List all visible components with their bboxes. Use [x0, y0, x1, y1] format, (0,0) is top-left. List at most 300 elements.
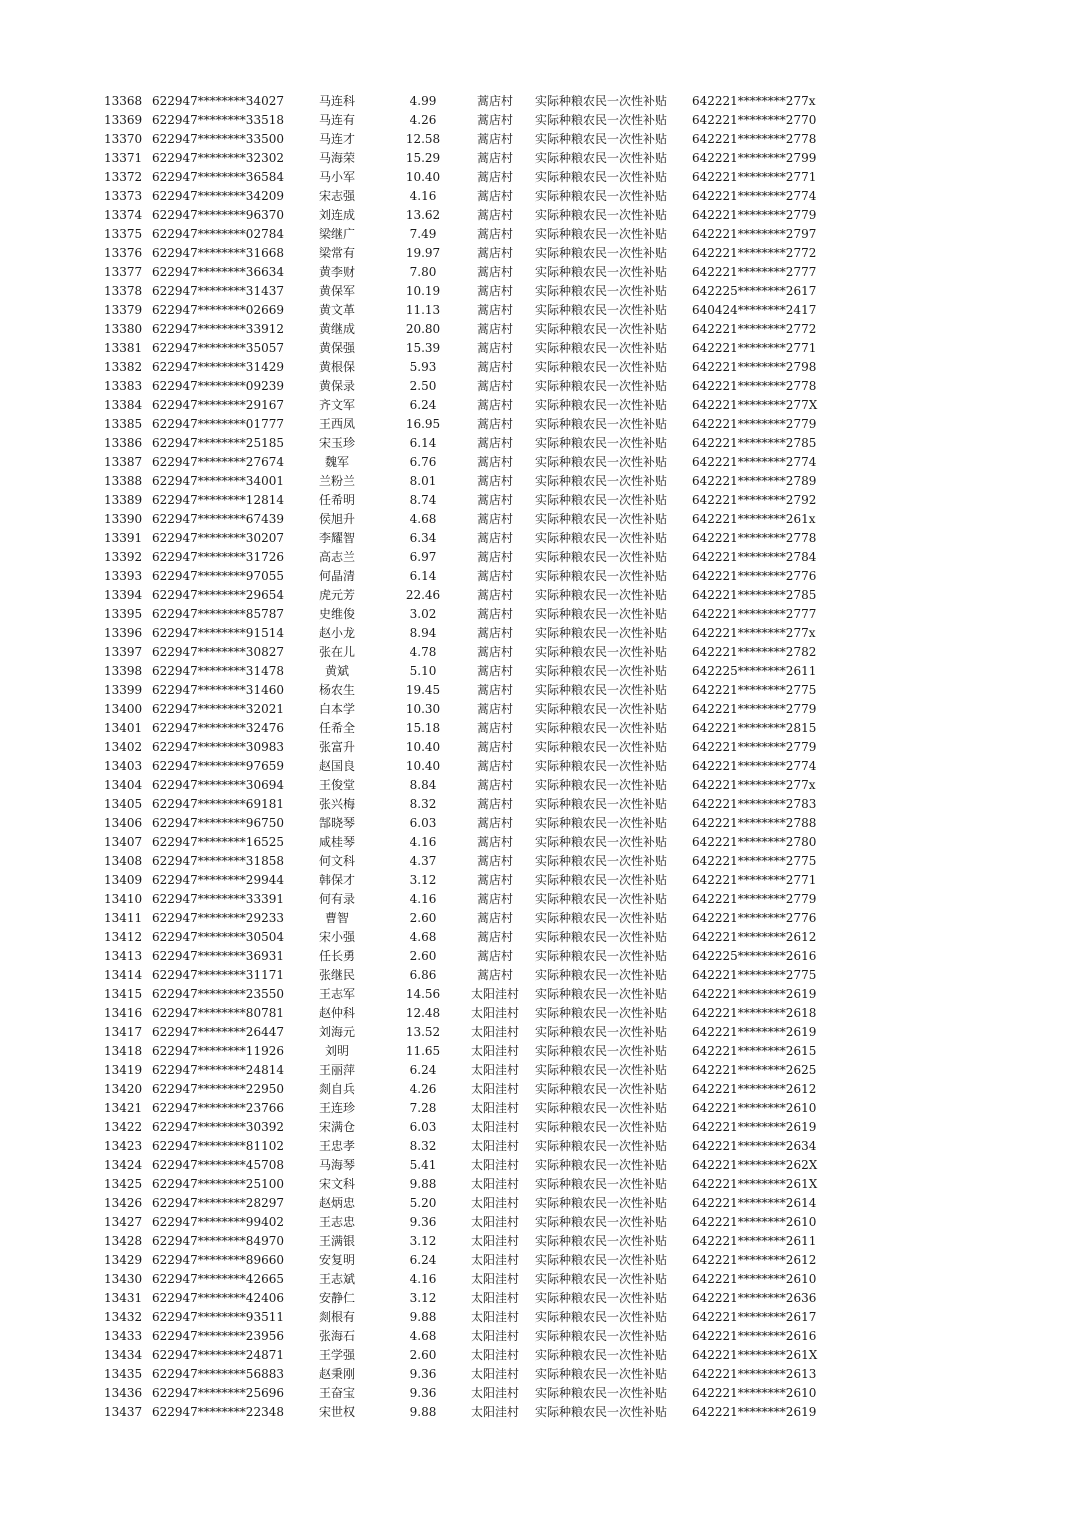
- row-number-cell: 13379: [104, 303, 143, 317]
- farmer-name-cell: 马小军: [318, 170, 355, 184]
- area-cell: 7.49: [409, 227, 437, 241]
- subsidy-type-cell: 实际种粮农民一次性补贴: [535, 797, 668, 811]
- account-number-cell: 622947********29654: [152, 588, 284, 602]
- village-cell: 蒿店村: [476, 816, 513, 830]
- farmer-name-cell: 王俊堂: [318, 778, 355, 792]
- area-cell: 22.46: [405, 588, 441, 602]
- account-number-cell: 622947********33518: [152, 113, 284, 127]
- table-row: [0, 1251, 1074, 1270]
- id-number-cell: 642221********261x: [692, 512, 816, 526]
- farmer-name-cell: 黄斌: [324, 664, 349, 678]
- farmer-name-cell: 张在儿: [318, 645, 355, 659]
- id-number-cell: 642221********262X: [692, 1158, 818, 1172]
- account-number-cell: 622947********31668: [152, 246, 284, 260]
- subsidy-type-cell: 实际种粮农民一次性补贴: [535, 227, 668, 241]
- subsidy-type-cell: 实际种粮农民一次性补贴: [535, 1196, 668, 1210]
- row-number-cell: 13416: [104, 1006, 143, 1020]
- row-number-cell: 13371: [104, 151, 143, 165]
- subsidy-type-cell: 实际种粮农民一次性补贴: [535, 968, 668, 982]
- village-cell: 蒿店村: [476, 645, 513, 659]
- area-cell: 14.56: [405, 987, 441, 1001]
- id-number-cell: 642221********2771: [692, 873, 817, 887]
- table-row: [0, 1270, 1074, 1289]
- village-cell: 蒿店村: [476, 569, 513, 583]
- village-cell: 太阳洼村: [470, 1348, 519, 1362]
- id-number-cell: 642221********261X: [692, 1177, 818, 1191]
- area-cell: 7.80: [409, 265, 437, 279]
- row-number-cell: 13386: [104, 436, 143, 450]
- area-cell: 6.03: [409, 1120, 437, 1134]
- village-cell: 蒿店村: [476, 398, 513, 412]
- row-number-cell: 13389: [104, 493, 143, 507]
- table-row: [0, 187, 1074, 206]
- table-row: [0, 301, 1074, 320]
- table-row: [0, 1118, 1074, 1137]
- subsidy-type-cell: 实际种粮农民一次性补贴: [535, 1253, 668, 1267]
- row-number-cell: 13377: [104, 265, 143, 279]
- subsidy-type-cell: 实际种粮农民一次性补贴: [535, 474, 668, 488]
- id-number-cell: 642221********2780: [692, 835, 817, 849]
- row-number-cell: 13400: [104, 702, 143, 716]
- farmer-name-cell: 赵仲科: [318, 1006, 355, 1020]
- account-number-cell: 622947********84970: [152, 1234, 284, 1248]
- village-cell: 太阳洼村: [470, 1177, 519, 1191]
- id-number-cell: 642221********2779: [692, 740, 817, 754]
- account-number-cell: 622947********16525: [152, 835, 284, 849]
- row-number-cell: 13388: [104, 474, 143, 488]
- account-number-cell: 622947********33391: [152, 892, 284, 906]
- table-row: [0, 1023, 1074, 1042]
- account-number-cell: 622947********34027: [152, 94, 284, 108]
- table-row: [0, 852, 1074, 871]
- row-number-cell: 13412: [104, 930, 143, 944]
- area-cell: 6.14: [409, 569, 437, 583]
- id-number-cell: 642221********2799: [692, 151, 817, 165]
- id-number-cell: 640424********2417: [692, 303, 817, 317]
- area-cell: 9.88: [409, 1405, 437, 1419]
- farmer-name-cell: 刘海元: [318, 1025, 355, 1039]
- subsidy-type-cell: 实际种粮农民一次性补贴: [535, 341, 668, 355]
- row-number-cell: 13370: [104, 132, 143, 146]
- village-cell: 太阳洼村: [470, 1196, 519, 1210]
- area-cell: 20.80: [405, 322, 441, 336]
- subsidy-type-cell: 实际种粮农民一次性补贴: [535, 740, 668, 754]
- id-number-cell: 642221********2619: [692, 1405, 817, 1419]
- account-number-cell: 622947********31478: [152, 664, 284, 678]
- id-number-cell: 642225********2611: [692, 664, 817, 678]
- subsidy-type-cell: 实际种粮农民一次性补贴: [535, 1272, 668, 1286]
- area-cell: 8.01: [409, 474, 437, 488]
- village-cell: 蒿店村: [476, 151, 513, 165]
- id-number-cell: 642221********277x: [692, 778, 816, 792]
- area-cell: 5.41: [409, 1158, 437, 1172]
- area-cell: 8.32: [409, 797, 437, 811]
- subsidy-type-cell: 实际种粮农民一次性补贴: [535, 322, 668, 336]
- account-number-cell: 622947********96750: [152, 816, 284, 830]
- village-cell: 太阳洼村: [470, 1253, 519, 1267]
- village-cell: 太阳洼村: [470, 1101, 519, 1115]
- area-cell: 13.62: [405, 208, 441, 222]
- subsidy-type-cell: 实际种粮农民一次性补贴: [535, 113, 668, 127]
- row-number-cell: 13437: [104, 1405, 143, 1419]
- village-cell: 蒿店村: [476, 588, 513, 602]
- subsidy-type-cell: 实际种粮农民一次性补贴: [535, 550, 668, 564]
- row-number-cell: 13404: [104, 778, 143, 792]
- table-row: [0, 1308, 1074, 1327]
- table-row: [0, 1099, 1074, 1118]
- table-row: [0, 1384, 1074, 1403]
- account-number-cell: 622947********23550: [152, 987, 284, 1001]
- village-cell: 太阳洼村: [470, 1006, 519, 1020]
- id-number-cell: 642221********2777: [692, 265, 817, 279]
- subsidy-type-cell: 实际种粮农民一次性补贴: [535, 1367, 668, 1381]
- account-number-cell: 622947********96370: [152, 208, 284, 222]
- id-number-cell: 642221********2779: [692, 417, 817, 431]
- subsidy-type-cell: 实际种粮农民一次性补贴: [535, 417, 668, 431]
- subsidy-type-cell: 实际种粮农民一次性补贴: [535, 1234, 668, 1248]
- table-row: [0, 510, 1074, 529]
- subsidy-type-cell: 实际种粮农民一次性补贴: [535, 1329, 668, 1343]
- account-number-cell: 622947********85787: [152, 607, 284, 621]
- table-row: [0, 548, 1074, 567]
- subsidy-type-cell: 实际种粮农民一次性补贴: [535, 1101, 668, 1115]
- account-number-cell: 622947********09239: [152, 379, 284, 393]
- account-number-cell: 622947********31858: [152, 854, 284, 868]
- account-number-cell: 622947********93511: [152, 1310, 284, 1324]
- area-cell: 12.48: [405, 1006, 441, 1020]
- table-row: [0, 586, 1074, 605]
- row-number-cell: 13384: [104, 398, 143, 412]
- village-cell: 蒿店村: [476, 132, 513, 146]
- table-row: [0, 1156, 1074, 1175]
- table-row: [0, 947, 1074, 966]
- table-row: [0, 757, 1074, 776]
- id-number-cell: 642221********2815: [692, 721, 817, 735]
- table-row: [0, 909, 1074, 928]
- subsidy-table: [0, 92, 1074, 1422]
- farmer-name-cell: 王连珍: [318, 1101, 355, 1115]
- subsidy-type-cell: 实际种粮农民一次性补贴: [535, 303, 668, 317]
- account-number-cell: 622947********56883: [152, 1367, 284, 1381]
- row-number-cell: 13398: [104, 664, 143, 678]
- village-cell: 蒿店村: [476, 512, 513, 526]
- farmer-name-cell: 黄继成: [318, 322, 355, 336]
- account-number-cell: 622947********28297: [152, 1196, 284, 1210]
- account-number-cell: 622947********30207: [152, 531, 284, 545]
- table-row: [0, 1175, 1074, 1194]
- subsidy-type-cell: 实际种粮农民一次性补贴: [535, 1063, 668, 1077]
- subsidy-type-cell: 实际种粮农民一次性补贴: [535, 246, 668, 260]
- table-row: [0, 624, 1074, 643]
- account-number-cell: 622947********24871: [152, 1348, 284, 1362]
- area-cell: 6.86: [409, 968, 437, 982]
- farmer-name-cell: 黄保强: [318, 341, 355, 355]
- table-row: [0, 1080, 1074, 1099]
- village-cell: 太阳洼村: [470, 987, 519, 1001]
- row-number-cell: 13375: [104, 227, 143, 241]
- row-number-cell: 13390: [104, 512, 143, 526]
- account-number-cell: 622947********30827: [152, 645, 284, 659]
- subsidy-type-cell: 实际种粮农民一次性补贴: [535, 949, 668, 963]
- subsidy-type-cell: 实际种粮农民一次性补贴: [535, 1291, 668, 1305]
- farmer-name-cell: 任希明: [318, 493, 355, 507]
- farmer-name-cell: 王志忠: [318, 1215, 355, 1229]
- id-number-cell: 642221********2778: [692, 531, 817, 545]
- row-number-cell: 13373: [104, 189, 143, 203]
- id-number-cell: 642221********2612: [692, 1082, 817, 1096]
- account-number-cell: 622947********91514: [152, 626, 284, 640]
- id-number-cell: 642221********2788: [692, 816, 817, 830]
- area-cell: 4.68: [409, 512, 437, 526]
- farmer-name-cell: 韩保才: [318, 873, 355, 887]
- area-cell: 10.19: [405, 284, 441, 298]
- account-number-cell: 622947********36584: [152, 170, 284, 184]
- account-number-cell: 622947********02669: [152, 303, 284, 317]
- table-row: [0, 149, 1074, 168]
- table-row: [0, 453, 1074, 472]
- farmer-name-cell: 马连才: [318, 132, 355, 146]
- table-row: [0, 92, 1074, 111]
- id-number-cell: 642221********2619: [692, 1120, 817, 1134]
- row-number-cell: 13433: [104, 1329, 143, 1343]
- subsidy-type-cell: 实际种粮农民一次性补贴: [535, 987, 668, 1001]
- village-cell: 太阳洼村: [470, 1215, 519, 1229]
- village-cell: 太阳洼村: [470, 1158, 519, 1172]
- area-cell: 6.24: [409, 1063, 437, 1077]
- area-cell: 4.99: [409, 94, 437, 108]
- area-cell: 4.68: [409, 1329, 437, 1343]
- id-number-cell: 642221********2792: [692, 493, 817, 507]
- farmer-name-cell: 黄保录: [318, 379, 355, 393]
- subsidy-type-cell: 实际种粮农民一次性补贴: [535, 911, 668, 925]
- row-number-cell: 13418: [104, 1044, 143, 1058]
- table-row: [0, 491, 1074, 510]
- account-number-cell: 622947********45708: [152, 1158, 284, 1172]
- village-cell: 蒿店村: [476, 474, 513, 488]
- village-cell: 蒿店村: [476, 341, 513, 355]
- farmer-name-cell: 何有录: [318, 892, 355, 906]
- row-number-cell: 13378: [104, 284, 143, 298]
- village-cell: 蒿店村: [476, 360, 513, 374]
- area-cell: 5.93: [409, 360, 437, 374]
- village-cell: 蒿店村: [476, 284, 513, 298]
- id-number-cell: 642221********277x: [692, 94, 816, 108]
- id-number-cell: 642221********2775: [692, 968, 817, 982]
- subsidy-type-cell: 实际种粮农民一次性补贴: [535, 1044, 668, 1058]
- row-number-cell: 13396: [104, 626, 143, 640]
- village-cell: 蒿店村: [476, 208, 513, 222]
- area-cell: 5.20: [409, 1196, 437, 1210]
- area-cell: 11.65: [405, 1044, 441, 1058]
- table-row: [0, 662, 1074, 681]
- village-cell: 太阳洼村: [470, 1367, 519, 1381]
- account-number-cell: 622947********36931: [152, 949, 284, 963]
- table-row: [0, 814, 1074, 833]
- id-number-cell: 642221********2774: [692, 455, 817, 469]
- account-number-cell: 622947********29944: [152, 873, 284, 887]
- row-number-cell: 13410: [104, 892, 143, 906]
- subsidy-type-cell: 实际种粮农民一次性补贴: [535, 531, 668, 545]
- account-number-cell: 622947********42665: [152, 1272, 284, 1286]
- area-cell: 4.37: [409, 854, 437, 868]
- village-cell: 蒿店村: [476, 873, 513, 887]
- area-cell: 3.12: [409, 1234, 437, 1248]
- row-number-cell: 13381: [104, 341, 143, 355]
- row-number-cell: 13391: [104, 531, 143, 545]
- farmer-name-cell: 白本学: [318, 702, 355, 716]
- id-number-cell: 642225********2617: [692, 284, 817, 298]
- account-number-cell: 622947********30504: [152, 930, 284, 944]
- subsidy-type-cell: 实际种粮农民一次性补贴: [535, 873, 668, 887]
- table-row: [0, 244, 1074, 263]
- subsidy-type-cell: 实际种粮农民一次性补贴: [535, 778, 668, 792]
- farmer-name-cell: 安复明: [318, 1253, 355, 1267]
- farmer-name-cell: 王西凤: [318, 417, 355, 431]
- area-cell: 4.26: [409, 1082, 437, 1096]
- village-cell: 蒿店村: [476, 265, 513, 279]
- id-number-cell: 642221********2784: [692, 550, 817, 564]
- row-number-cell: 13393: [104, 569, 143, 583]
- area-cell: 4.16: [409, 892, 437, 906]
- village-cell: 太阳洼村: [470, 1272, 519, 1286]
- table-row: [0, 928, 1074, 947]
- table-row: [0, 377, 1074, 396]
- row-number-cell: 13434: [104, 1348, 143, 1362]
- area-cell: 7.28: [409, 1101, 437, 1115]
- subsidy-type-cell: 实际种粮农民一次性补贴: [535, 1386, 668, 1400]
- subsidy-type-cell: 实际种粮农民一次性补贴: [535, 360, 668, 374]
- row-number-cell: 13401: [104, 721, 143, 735]
- account-number-cell: 622947********31171: [152, 968, 284, 982]
- table-row: [0, 111, 1074, 130]
- id-number-cell: 642221********2613: [692, 1367, 817, 1381]
- area-cell: 6.97: [409, 550, 437, 564]
- table-row: [0, 1042, 1074, 1061]
- village-cell: 蒿店村: [476, 721, 513, 735]
- row-number-cell: 13431: [104, 1291, 143, 1305]
- id-number-cell: 642221********2617: [692, 1310, 817, 1324]
- account-number-cell: 622947********25100: [152, 1177, 284, 1191]
- row-number-cell: 13397: [104, 645, 143, 659]
- area-cell: 2.50: [409, 379, 437, 393]
- area-cell: 2.60: [409, 911, 437, 925]
- village-cell: 太阳洼村: [470, 1405, 519, 1419]
- area-cell: 8.94: [409, 626, 437, 640]
- farmer-name-cell: 黄保军: [318, 284, 355, 298]
- area-cell: 9.36: [409, 1386, 437, 1400]
- farmer-name-cell: 宋文科: [318, 1177, 355, 1191]
- table-row: [0, 871, 1074, 890]
- area-cell: 2.60: [409, 949, 437, 963]
- account-number-cell: 622947********32021: [152, 702, 284, 716]
- table-row: [0, 396, 1074, 415]
- village-cell: 蒿店村: [476, 455, 513, 469]
- village-cell: 太阳洼村: [470, 1386, 519, 1400]
- area-cell: 12.58: [405, 132, 441, 146]
- farmer-name-cell: 魏军: [324, 455, 349, 469]
- table-row: [0, 472, 1074, 491]
- subsidy-type-cell: 实际种粮农民一次性补贴: [535, 721, 668, 735]
- account-number-cell: 622947********32476: [152, 721, 284, 735]
- village-cell: 蒿店村: [476, 322, 513, 336]
- area-cell: 15.18: [405, 721, 441, 735]
- row-number-cell: 13411: [104, 911, 143, 925]
- account-number-cell: 622947********33500: [152, 132, 284, 146]
- farmer-name-cell: 赵秉刚: [318, 1367, 355, 1381]
- village-cell: 蒿店村: [476, 930, 513, 944]
- farmer-name-cell: 黄根保: [318, 360, 355, 374]
- subsidy-type-cell: 实际种粮农民一次性补贴: [535, 151, 668, 165]
- village-cell: 蒿店村: [476, 949, 513, 963]
- table-row: [0, 700, 1074, 719]
- table-row: [0, 643, 1074, 662]
- table-row: [0, 282, 1074, 301]
- row-number-cell: 13428: [104, 1234, 143, 1248]
- farmer-name-cell: 宋世权: [318, 1405, 355, 1419]
- area-cell: 9.88: [409, 1310, 437, 1324]
- subsidy-type-cell: 实际种粮农民一次性补贴: [535, 512, 668, 526]
- area-cell: 6.14: [409, 436, 437, 450]
- id-number-cell: 642221********2782: [692, 645, 817, 659]
- account-number-cell: 622947********29167: [152, 398, 284, 412]
- farmer-name-cell: 李耀智: [318, 531, 355, 545]
- subsidy-type-cell: 实际种粮农民一次性补贴: [535, 702, 668, 716]
- subsidy-type-cell: 实际种粮农民一次性补贴: [535, 892, 668, 906]
- account-number-cell: 622947********67439: [152, 512, 284, 526]
- id-number-cell: 642221********2775: [692, 683, 817, 697]
- area-cell: 4.26: [409, 113, 437, 127]
- village-cell: 太阳洼村: [470, 1120, 519, 1134]
- account-number-cell: 622947********31429: [152, 360, 284, 374]
- id-number-cell: 642221********2771: [692, 341, 817, 355]
- farmer-name-cell: 马海荣: [318, 151, 355, 165]
- account-number-cell: 622947********81102: [152, 1139, 284, 1153]
- id-number-cell: 642221********2618: [692, 1006, 817, 1020]
- subsidy-type-cell: 实际种粮农民一次性补贴: [535, 930, 668, 944]
- farmer-name-cell: 齐文军: [318, 398, 355, 412]
- account-number-cell: 622947********34001: [152, 474, 284, 488]
- account-number-cell: 622947********29233: [152, 911, 284, 925]
- area-cell: 6.24: [409, 1253, 437, 1267]
- subsidy-type-cell: 实际种粮农民一次性补贴: [535, 284, 668, 298]
- id-number-cell: 642221********2772: [692, 246, 817, 260]
- account-number-cell: 622947********31460: [152, 683, 284, 697]
- village-cell: 蒿店村: [476, 968, 513, 982]
- area-cell: 11.13: [405, 303, 441, 317]
- row-number-cell: 13392: [104, 550, 143, 564]
- row-number-cell: 13423: [104, 1139, 143, 1153]
- village-cell: 蒿店村: [476, 740, 513, 754]
- account-number-cell: 622947********80781: [152, 1006, 284, 1020]
- area-cell: 10.40: [405, 740, 441, 754]
- table-row: [0, 833, 1074, 852]
- account-number-cell: 622947********11926: [152, 1044, 284, 1058]
- area-cell: 6.76: [409, 455, 437, 469]
- row-number-cell: 13429: [104, 1253, 143, 1267]
- subsidy-type-cell: 实际种粮农民一次性补贴: [535, 132, 668, 146]
- account-number-cell: 622947********25696: [152, 1386, 284, 1400]
- account-number-cell: 622947********34209: [152, 189, 284, 203]
- id-number-cell: 642221********2770: [692, 113, 817, 127]
- account-number-cell: 622947********42406: [152, 1291, 284, 1305]
- farmer-name-cell: 张继民: [318, 968, 355, 982]
- id-number-cell: 642221********2625: [692, 1063, 817, 1077]
- row-number-cell: 13425: [104, 1177, 143, 1191]
- village-cell: 蒿店村: [476, 246, 513, 260]
- farmer-name-cell: 剡根有: [318, 1310, 355, 1324]
- subsidy-type-cell: 实际种粮农民一次性补贴: [535, 189, 668, 203]
- table-row: [0, 1061, 1074, 1080]
